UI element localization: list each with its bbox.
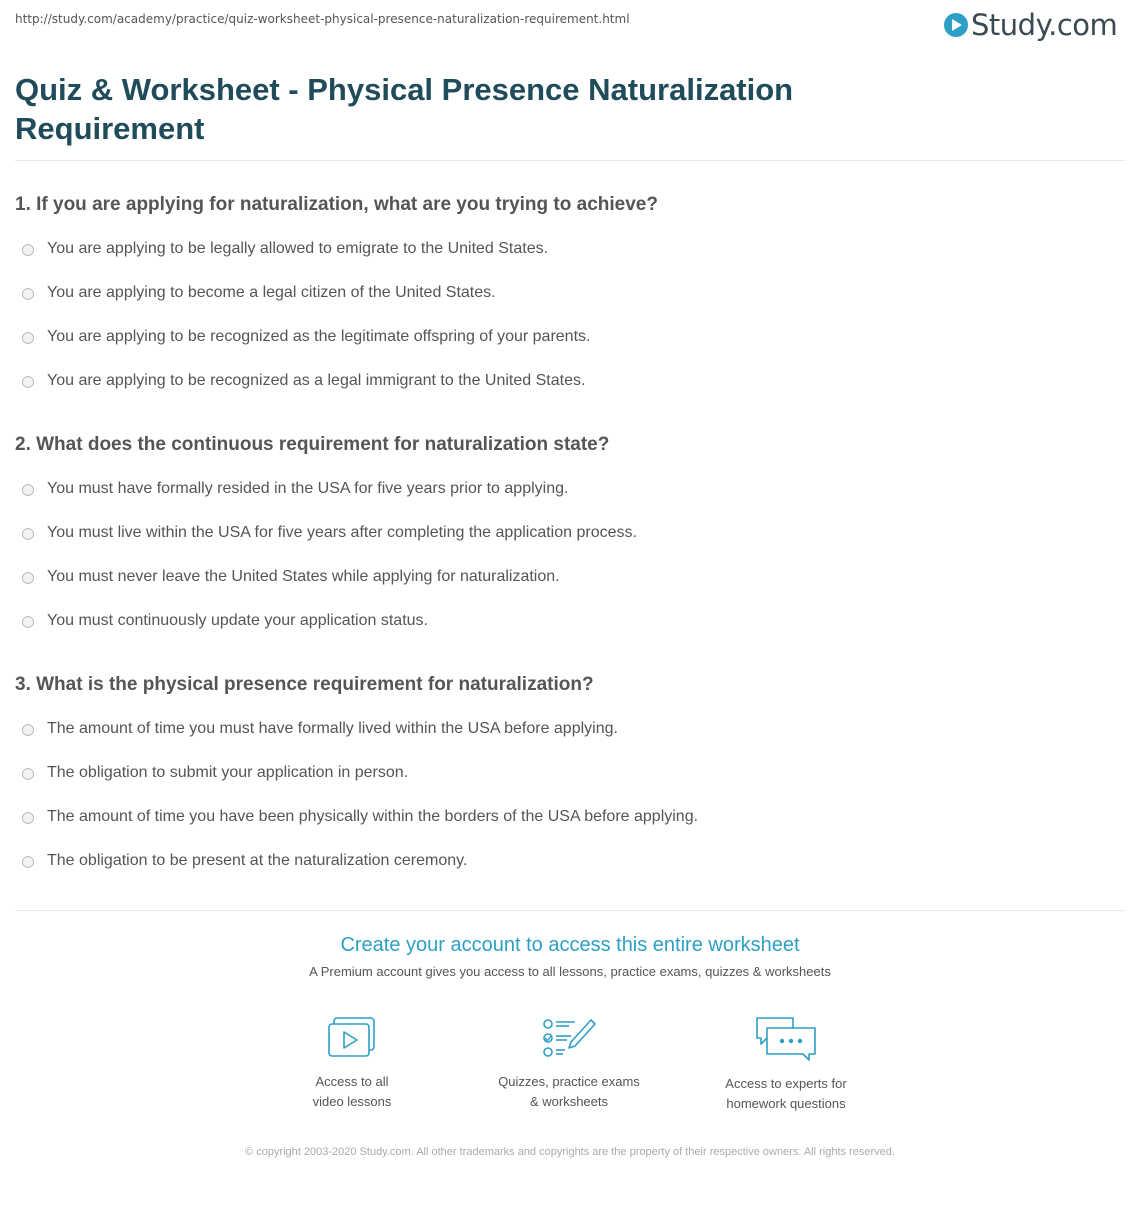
answer-option[interactable] bbox=[22, 524, 637, 568]
radio-icon[interactable] bbox=[22, 572, 34, 584]
study-logo[interactable] bbox=[944, 8, 1117, 42]
radio-icon[interactable] bbox=[22, 376, 34, 388]
answer-label: The obligation to submit your application in person. bbox=[47, 764, 409, 781]
answer-option[interactable] bbox=[22, 240, 590, 284]
answer-label: You must never leave the United States while applying for naturalization. bbox=[47, 568, 560, 585]
feature-experts bbox=[686, 1016, 886, 1114]
answer-label: You must live within the USA for five years after completing the application process. bbox=[47, 524, 637, 541]
divider bbox=[15, 160, 1125, 161]
feature-quizzes bbox=[469, 1016, 669, 1112]
answer-label: The obligation to be present at the naturalization ceremony. bbox=[47, 852, 468, 869]
answer-option[interactable] bbox=[22, 284, 590, 328]
answer-label: You are applying to be legally allowed to emigrate to the United States. bbox=[47, 240, 549, 257]
answer-label: You must continuously update your application status. bbox=[47, 612, 428, 629]
answer-option[interactable] bbox=[22, 720, 698, 764]
play-logo-icon bbox=[944, 13, 968, 37]
answer-label: The amount of time you must have formally lived within the USA before applying. bbox=[47, 720, 618, 737]
feature-video-lessons bbox=[252, 1016, 452, 1112]
answer-option[interactable] bbox=[22, 612, 637, 656]
chat-experts-icon bbox=[753, 1016, 819, 1062]
feature-label-line2: video lessons bbox=[312, 1094, 392, 1109]
radio-icon[interactable] bbox=[22, 332, 34, 344]
answer-option[interactable] bbox=[22, 480, 637, 524]
answer-list-1 bbox=[22, 240, 590, 416]
answer-option[interactable] bbox=[22, 372, 590, 416]
radio-icon[interactable] bbox=[22, 528, 34, 540]
question-1: 1. If you are applying for naturalization, what are you trying to achieve? bbox=[15, 194, 658, 215]
answer-label: You are applying to become a legal citizen of the United States. bbox=[47, 284, 496, 301]
radio-icon[interactable] bbox=[22, 768, 34, 780]
feature-label-line1: Access to all bbox=[315, 1074, 389, 1089]
radio-icon[interactable] bbox=[22, 616, 34, 628]
question-3: 3. What is the physical presence requirement for naturalization? bbox=[15, 674, 594, 695]
answer-option[interactable] bbox=[22, 568, 637, 612]
page-title: Quiz & Worksheet - Physical Presence Naturalization Requirement bbox=[15, 72, 794, 146]
radio-icon[interactable] bbox=[22, 288, 34, 300]
page-url: http://study.com/academy/practice/quiz-worksheet-physical-presence-naturalization-requirement.html bbox=[15, 12, 630, 26]
answer-option[interactable] bbox=[22, 764, 698, 808]
feature-label-line2: & worksheets bbox=[529, 1094, 609, 1109]
answer-label: The amount of time you have been physically within the borders of the USA before applying. bbox=[47, 808, 699, 825]
quiz-checklist-icon bbox=[541, 1016, 597, 1060]
create-account-link[interactable]: Create your account to access this entire worksheet bbox=[340, 934, 800, 956]
video-lessons-icon bbox=[326, 1016, 378, 1060]
radio-icon[interactable] bbox=[22, 856, 34, 868]
copyright-notice: © copyright 2003-2020 Study.com. All other trademarks and copyrights are the property of their respective owners. All rights reserved. bbox=[245, 1146, 895, 1158]
radio-icon[interactable] bbox=[22, 724, 34, 736]
logo-text: Study.com bbox=[971, 8, 1118, 42]
answer-label: You are applying to be recognized as the legitimate offspring of your parents. bbox=[47, 328, 591, 345]
answer-option[interactable] bbox=[22, 808, 698, 852]
answer-label: You must have formally resided in the USA for five years prior to applying. bbox=[47, 480, 569, 497]
answer-list-3 bbox=[22, 720, 698, 896]
divider bbox=[15, 910, 1125, 911]
radio-icon[interactable] bbox=[22, 244, 34, 256]
answer-list-2 bbox=[22, 480, 637, 656]
feature-label-line1: Access to experts for bbox=[725, 1076, 847, 1091]
feature-label-line1: Quizzes, practice exams bbox=[498, 1074, 640, 1089]
answer-option[interactable] bbox=[22, 852, 698, 896]
feature-label-line2: homework questions bbox=[726, 1096, 846, 1111]
question-2: 2. What does the continuous requirement for naturalization state? bbox=[15, 434, 610, 455]
premium-description: A Premium account gives you access to all lessons, practice exams, quizzes & worksheets bbox=[309, 964, 831, 979]
answer-label: You are applying to be recognized as a legal immigrant to the United States. bbox=[47, 372, 586, 389]
answer-option[interactable] bbox=[22, 328, 590, 372]
radio-icon[interactable] bbox=[22, 484, 34, 496]
radio-icon[interactable] bbox=[22, 812, 34, 824]
